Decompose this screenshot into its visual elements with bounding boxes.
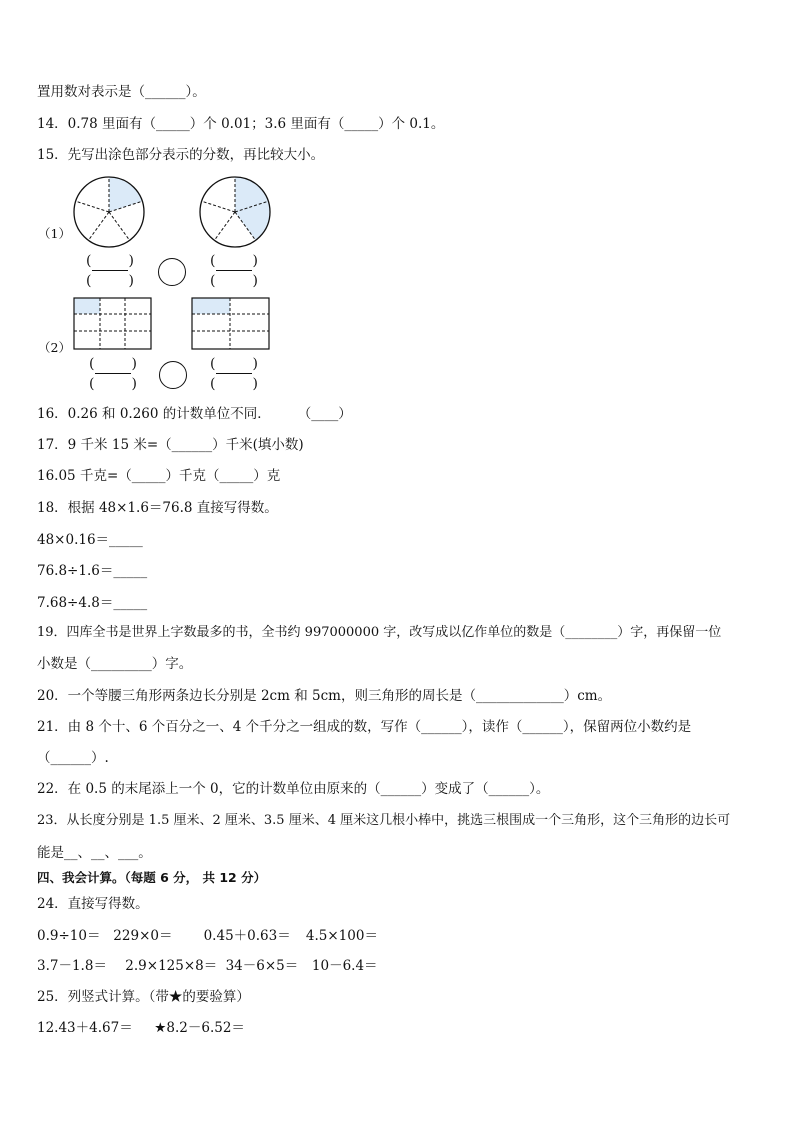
fraction-blank[interactable]: ( ) ( ) — [210, 356, 258, 392]
calc-item: 0.9÷10＝ — [37, 928, 101, 944]
calc-item: 4.5×100＝ — [305, 928, 378, 944]
rect-left-shaded-cell — [74, 298, 100, 314]
q15: 15．先写出涂色部分表示的分数，再比较大小。 — [37, 147, 325, 163]
q19b: 小数是（_________）字。 — [37, 656, 193, 672]
q13-tail: 置用数对表示是（______）。 — [37, 84, 206, 100]
fraction-blank[interactable]: ( ) ( ) — [89, 356, 137, 392]
q25: 25．列竖式计算。（带★的要验算） — [37, 989, 250, 1005]
calc-item: 10－6.4＝ — [311, 958, 378, 974]
part2-label: （2） — [38, 340, 71, 355]
calc-item: 229×0＝ — [113, 928, 173, 944]
rect-right — [191, 297, 271, 351]
q18b: 76.8÷1.6＝_____ — [37, 563, 148, 579]
section4-heading: 四、我会计算。（每题 6 分， 共 12 分） — [37, 870, 267, 885]
fraction-blank[interactable]: ( ) ( ) — [210, 253, 258, 289]
q18: 18．根据 48×1.6＝76.8 直接写得数。 — [37, 500, 278, 516]
q23a: 23．从长度分别是 1.5 厘米、2 厘米、3.5 厘米、4 厘米这几根小棒中，挑选三根围成一个三角形，这个三角形的边长可 — [37, 813, 731, 828]
q20: 20．一个等腰三角形两条边长分别是 2cm 和 5cm，则三角形的周长是（_____________）cm。 — [37, 688, 612, 704]
q22: 22．在 0.5 的末尾添上一个 0，它的计数单位由原来的（______）变成了（______）。 — [37, 781, 550, 797]
rect-right-shaded-cell — [192, 298, 230, 314]
q18c: 7.68÷4.8＝_____ — [37, 595, 148, 611]
pie-left — [72, 175, 146, 249]
calc-item: 12.43＋4.67＝ — [37, 1020, 133, 1036]
pie-right — [198, 175, 272, 249]
q24: 24．直接写得数。 — [37, 896, 149, 912]
q18a: 48×0.16＝_____ — [37, 532, 143, 548]
q17a: 17．9 千米 15 米=（______）千米(填小数) — [37, 437, 304, 453]
calc-row-2 — [37, 957, 378, 975]
calc-row-3 — [37, 1019, 245, 1037]
calc-item: 2.9×125×8＝ — [125, 958, 218, 974]
q14: 14．0.78 里面有（_____）个 0.01；3.6 里面有（_____）个 0.1。 — [37, 116, 445, 132]
q23b: 能是__、__、___。 — [37, 845, 152, 861]
q21b: （______）. — [37, 750, 109, 766]
compare-circle[interactable] — [159, 361, 187, 389]
calc-item: 3.7－1.8＝ — [37, 958, 107, 974]
q19a: 19．四库全书是世界上字数最多的书，全书约 997000000 字，改写成以亿作单位的数是（________）字，再保留一位 — [37, 625, 722, 640]
fraction-blank[interactable]: ( ) ( ) — [86, 253, 134, 289]
calc-row-1 — [37, 927, 378, 945]
q17b: 16.05 千克=（_____）千克（_____）克 — [37, 468, 281, 484]
part1-label: （1） — [38, 226, 71, 241]
calc-item: 0.45＋0.63＝ — [203, 928, 291, 944]
rect-left — [73, 297, 153, 351]
calc-item: 34－6×5＝ — [225, 958, 299, 974]
q16: 16．0.26 和 0.260 的计数单位不同． （____） — [37, 406, 352, 422]
q21a: 21．由 8 个十、6 个百分之一、4 个千分之一组成的数，写作（______），读作（______），保留两位小数约是 — [37, 719, 692, 735]
calc-item: ★8.2－6.52＝ — [154, 1020, 245, 1036]
compare-circle[interactable] — [158, 258, 186, 286]
